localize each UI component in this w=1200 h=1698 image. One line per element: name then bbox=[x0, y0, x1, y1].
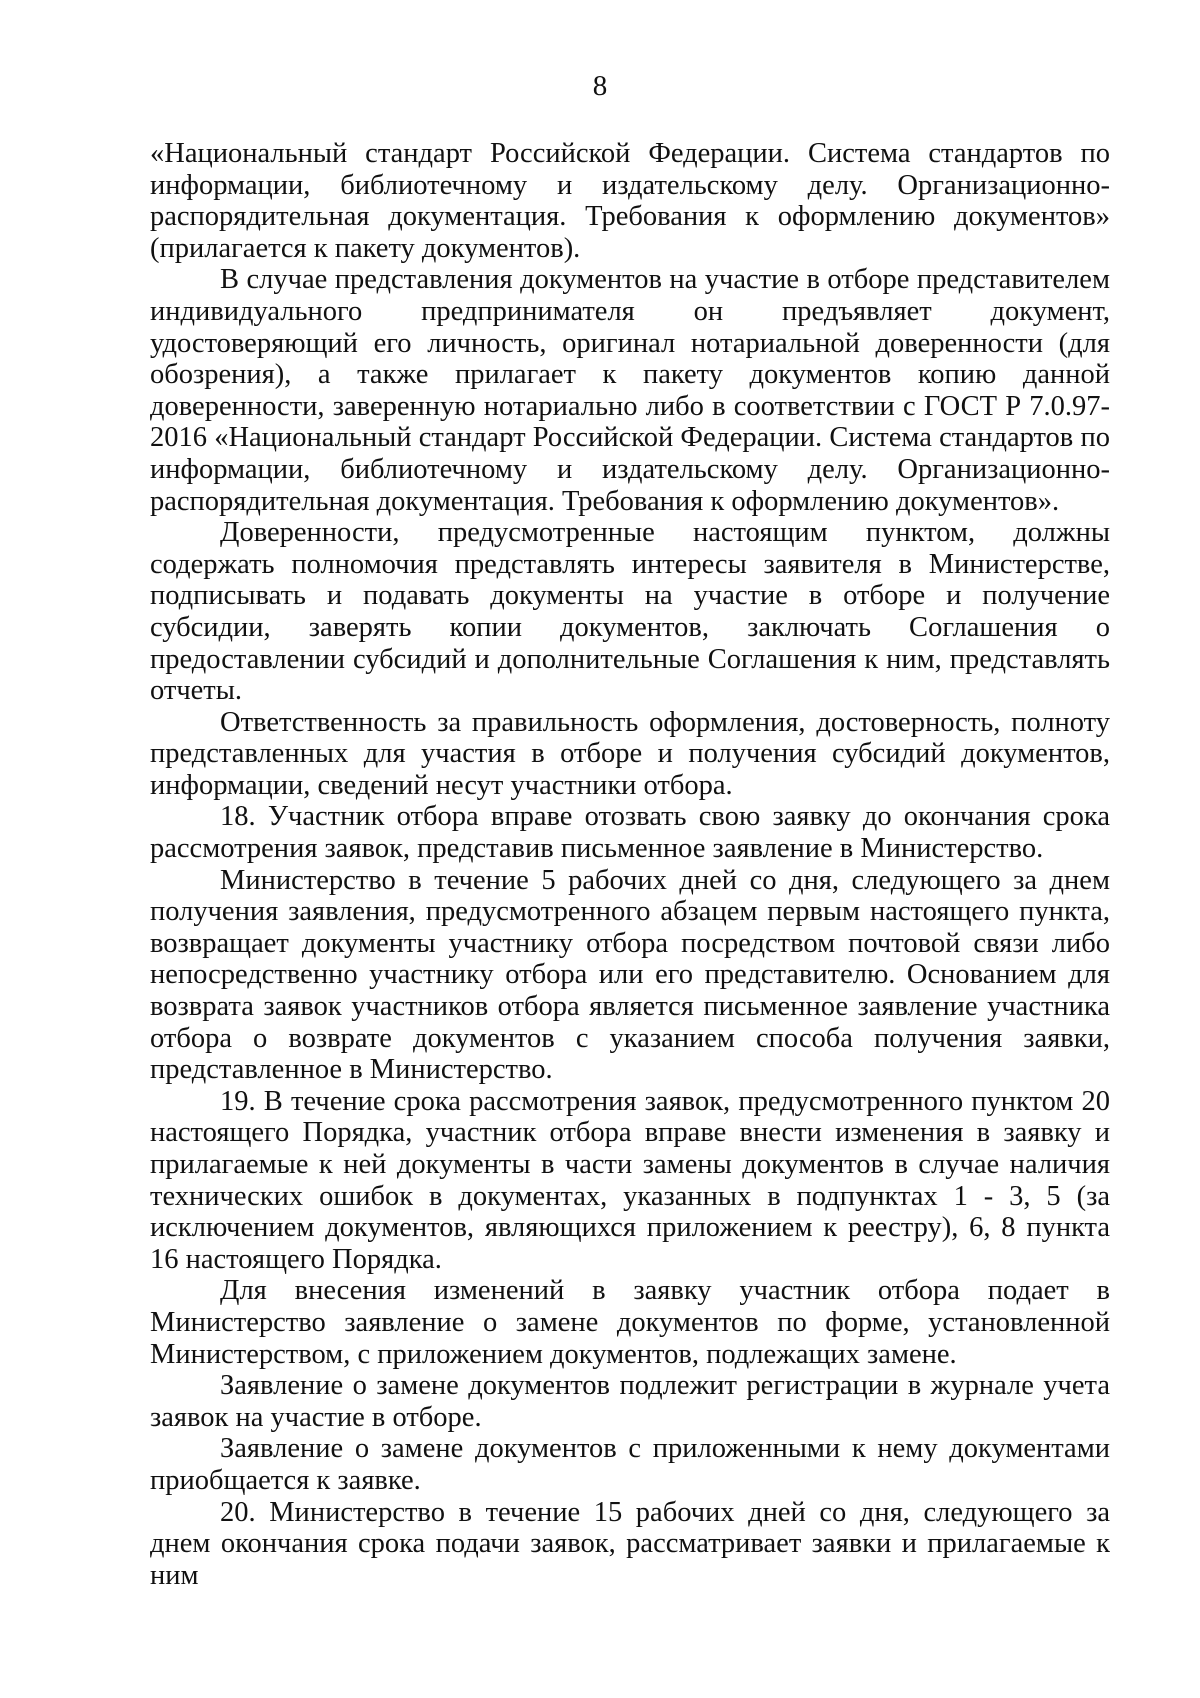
paragraph-item-18: 18. Участник отбора вправе отозвать свою заявку до окончания срока рассмотрения заявок, представив письменное заявление в Министерство. bbox=[150, 801, 1110, 865]
paragraph-responsibility: Ответственность за правильность оформления, достоверность, полноту представленных для участия в отборе и получения субсидий документов, информации, сведений несут участники отбора. bbox=[150, 706, 1110, 801]
paragraph-power-of-attorney: Доверенности, предусмотренные настоящим пунктом, должны содержать полномочия представлять интересы заявителя в Министерстве, подписывать и подавать документы на участие в отборе и получение субсидии, заверять копии документов, заключать Соглашения о предоставлении субсидий и дополнительные Соглашения к ним, представлять отчеты. bbox=[150, 517, 1110, 707]
paragraph-ministry-return: Министерство в течение 5 рабочих дней со дня, следующего за днем получения заявления, предусмотренного абзацем первым настоящего пункта, возвращает документы участнику отбора посредством почтовой связи либо непосредственно участнику отбора или его представителю. Основанием для возврата заявок участников отбора является письменное заявление участника отбора о возврате документов с указанием способа получения заявки, представленное в Министерство. bbox=[150, 864, 1110, 1086]
paragraph-attachment: Заявление о замене документов с приложенными к нему документами приобщается к заявке. bbox=[150, 1433, 1110, 1496]
page-number: 8 bbox=[592, 70, 608, 102]
paragraph-item-19: 19. В течение срока рассмотрения заявок, предусмотренного пунктом 20 настоящего Порядка, участник отбора вправе внести изменения в заявку и прилагаемые к ней документы в части замены документов в случае наличия технических ошибок в документах, указанных в подпунктах 1 - 3, 5 (за исключением документов, являющихся приложением к реестру), 6, 8 пункта 16 настоящего Порядка. bbox=[150, 1085, 1110, 1275]
paragraph-item-20: 20. Министерство в течение 15 рабочих дней со дня, следующего за днем окончания срока подачи заявок, рассматривает заявки и прилагаемые к ним bbox=[150, 1496, 1110, 1591]
document-body bbox=[150, 138, 1110, 1591]
paragraph-representative-documents: В случае представления документов на участие в отборе представителем индивидуального предпринимателя он предъявляет документ, удостоверяющий его личность, оригинал нотариальной доверенности (для обозрения), а также прилагает к пакету документов копию данной доверенности, заверенную нотариально либо в соответствии с ГОСТ Р 7.0.97-2016 «Национальный стандарт Российской Федерации. Система стандартов по информации, библиотечному и издательскому делу. Организационно-распорядительная документация. Требования к оформлению документов». bbox=[150, 264, 1110, 517]
paragraph-continuation: «Национальный стандарт Российской Федерации. Система стандартов по информации, библиотечному и издательскому делу. Организационно-распорядительная документация. Требования к оформлению документов» (прилагается к пакету документов). bbox=[150, 138, 1110, 264]
paragraph-registration: Заявление о замене документов подлежит регистрации в журнале учета заявок на участие в отборе. bbox=[150, 1370, 1110, 1433]
paragraph-changes-application: Для внесения изменений в заявку участник отбора подает в Министерство заявление о замене документов по форме, установленной Министерством, с приложением документов, подлежащих замене. bbox=[150, 1275, 1110, 1370]
